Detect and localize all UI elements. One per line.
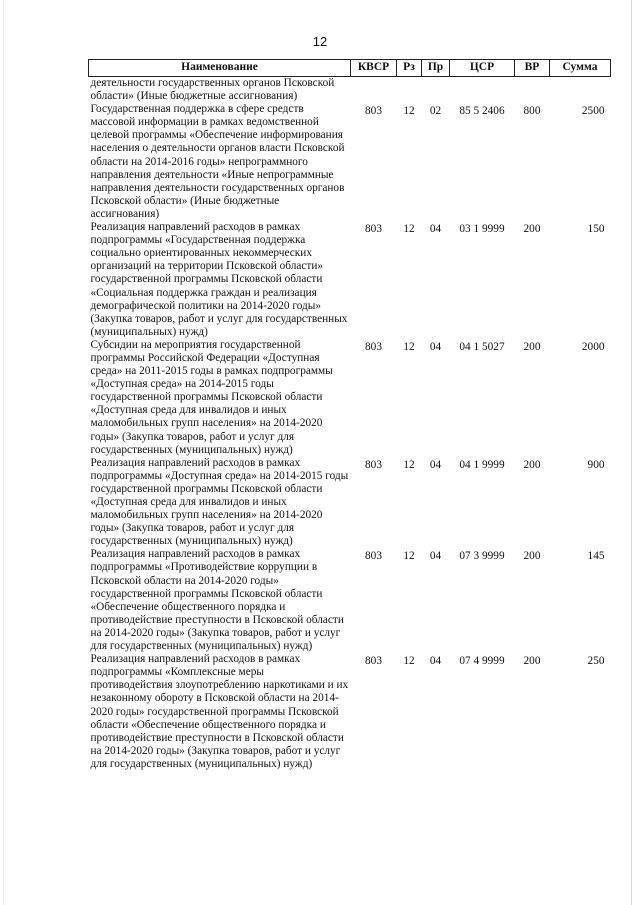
cell-csr: 85 5 2406	[459, 105, 505, 118]
cell-rz	[397, 77, 422, 104]
cell-rz: 12	[403, 105, 415, 118]
cell-kvsr: 803	[365, 655, 382, 668]
header-name: Наименование	[89, 60, 351, 77]
cell-pr: 04	[429, 458, 442, 471]
cell-pr: 04	[429, 655, 442, 668]
scan-edge-left	[3, 0, 4, 905]
cell-kvsr: 803	[365, 340, 382, 353]
cell-kvsr: 803	[365, 458, 382, 471]
table-row	[89, 221, 611, 339]
cell-kvsr: 803	[365, 223, 382, 236]
cell-name: Реализация направлений расходов в рамках подпрограммы «Комплексные меры противодействия злоупотреблению наркотиками и их незаконному обороту в Псковской области на 2014-2020 годы» государственной программы Псковской области «Обеспечение общественного порядка и противодействие преступности в Псковской области на 2014-2020 годы» (Закупка товаров, работ и услуг для государственных (муниципальных) нужд)	[90, 653, 349, 770]
cell-vr: 200	[523, 550, 541, 563]
cell-kvsr: 803	[365, 105, 382, 118]
cell-pr: 04	[429, 340, 442, 353]
page-number: 12	[312, 34, 328, 49]
cell-sum: 900	[587, 458, 605, 471]
cell-csr: 04 1 9999	[459, 458, 505, 471]
cell-name: Реализация направлений расходов в рамках подпрограммы «Противодействие коррупции в Псковской области на 2014-2020 годы» государственной программы Псковской области «Обеспечение общественного порядка и противодействие преступности в Псковской области на 2014-2020 годы» (Закупка товаров, работ и услуг для государственных (муниципальных) нужд)	[90, 548, 344, 653]
cell-csr: 07 3 9999	[459, 550, 505, 563]
cell-pr: 04	[429, 223, 442, 236]
cell-vr	[515, 77, 550, 104]
cell-pr	[422, 77, 450, 104]
table-header-row	[89, 60, 611, 77]
cell-sum: 2500	[581, 105, 605, 118]
cell-vr: 800	[523, 105, 541, 118]
cell-rz: 12	[403, 458, 415, 471]
cell-name: Реализация направлений расходов в рамках подпрограммы «Доступная среда» на 2014-2015 годы государственной программы Псковской области «Доступная среда для инвалидов и иных маломобильных групп населения» на 2014-2020 годы» (Закупка товаров, работ и услуг для государственных (муниципальных) нужд)	[90, 456, 349, 548]
table-row	[89, 457, 611, 549]
cell-kvsr: 803	[365, 550, 382, 563]
header-vr: ВР	[515, 60, 550, 77]
scan-edge-right	[631, 0, 632, 905]
table-body	[89, 77, 611, 771]
header-pr: Пр	[422, 60, 450, 77]
cell-csr	[450, 77, 515, 104]
cell-csr: 07 4 9999	[459, 655, 505, 668]
cell-rz: 12	[403, 223, 415, 236]
cell-name: Субсидии на мероприятия государственной программы Российской Федерации «Доступная среда» на 2011-2015 годы в рамках подпрограммы «Доступная среда» на 2014-2015 годы государственной программы Псковской области «Доступная среда для инвалидов и иных маломобильных групп населения» на 2014-2020 годы» (Закупка товаров, работ и услуг для государственных (муниципальных) нужд)	[90, 338, 333, 456]
table-row	[89, 103, 611, 221]
cell-pr: 04	[429, 550, 442, 563]
cell-vr: 200	[523, 458, 541, 471]
cell-rz: 12	[403, 340, 415, 353]
cell-pr: 02	[429, 105, 442, 118]
table-row	[89, 548, 611, 653]
header-sum: Сумма	[550, 60, 611, 77]
table-row	[89, 653, 611, 771]
cell-vr: 200	[523, 340, 541, 353]
table-row	[89, 339, 611, 457]
header-rz: Рз	[397, 60, 422, 77]
cell-name: деятельности государственных органов Псковской области» (Иные бюджетные ассигнования)	[90, 77, 335, 103]
cell-sum	[550, 77, 611, 104]
cell-rz: 12	[403, 550, 415, 563]
cell-kvsr	[351, 77, 397, 104]
cell-name: Государственная поддержка в сфере средств массовой информации в рамках ведомственной целевой программы «Обеспечение информирования населения о деятельности органов власти Псковской области на 2014-2016 годы» непрограммного направления деятельности «Иные непрограммные направления деятельности государственных органов Псковской области» (Иные бюджетные ассигнования)	[90, 103, 345, 220]
cell-csr: 03 1 9999	[459, 223, 505, 236]
cell-sum: 150	[587, 223, 605, 236]
table-row	[89, 77, 611, 104]
cell-name: Реализация направлений расходов в рамках подпрограммы «Государственная поддержка социально ориентированных некоммерческих организаций на территории Псковской области» государственной программы Псковской области «Социальная поддержка граждан и реализация демографической политики на 2014-2020 годы» (Закупка товаров, работ и услуг для государственных (муниципальных) нужд)	[90, 221, 348, 338]
cell-vr: 200	[523, 655, 541, 668]
header-kvsr: КВСР	[351, 60, 397, 77]
cell-rz: 12	[403, 655, 415, 668]
header-csr: ЦСР	[450, 60, 515, 77]
budget-table	[88, 59, 611, 771]
cell-sum: 250	[587, 655, 605, 668]
cell-csr: 04 1 5027	[459, 340, 505, 353]
cell-sum: 145	[587, 550, 605, 563]
cell-sum: 2000	[581, 340, 605, 353]
cell-vr: 200	[523, 223, 541, 236]
